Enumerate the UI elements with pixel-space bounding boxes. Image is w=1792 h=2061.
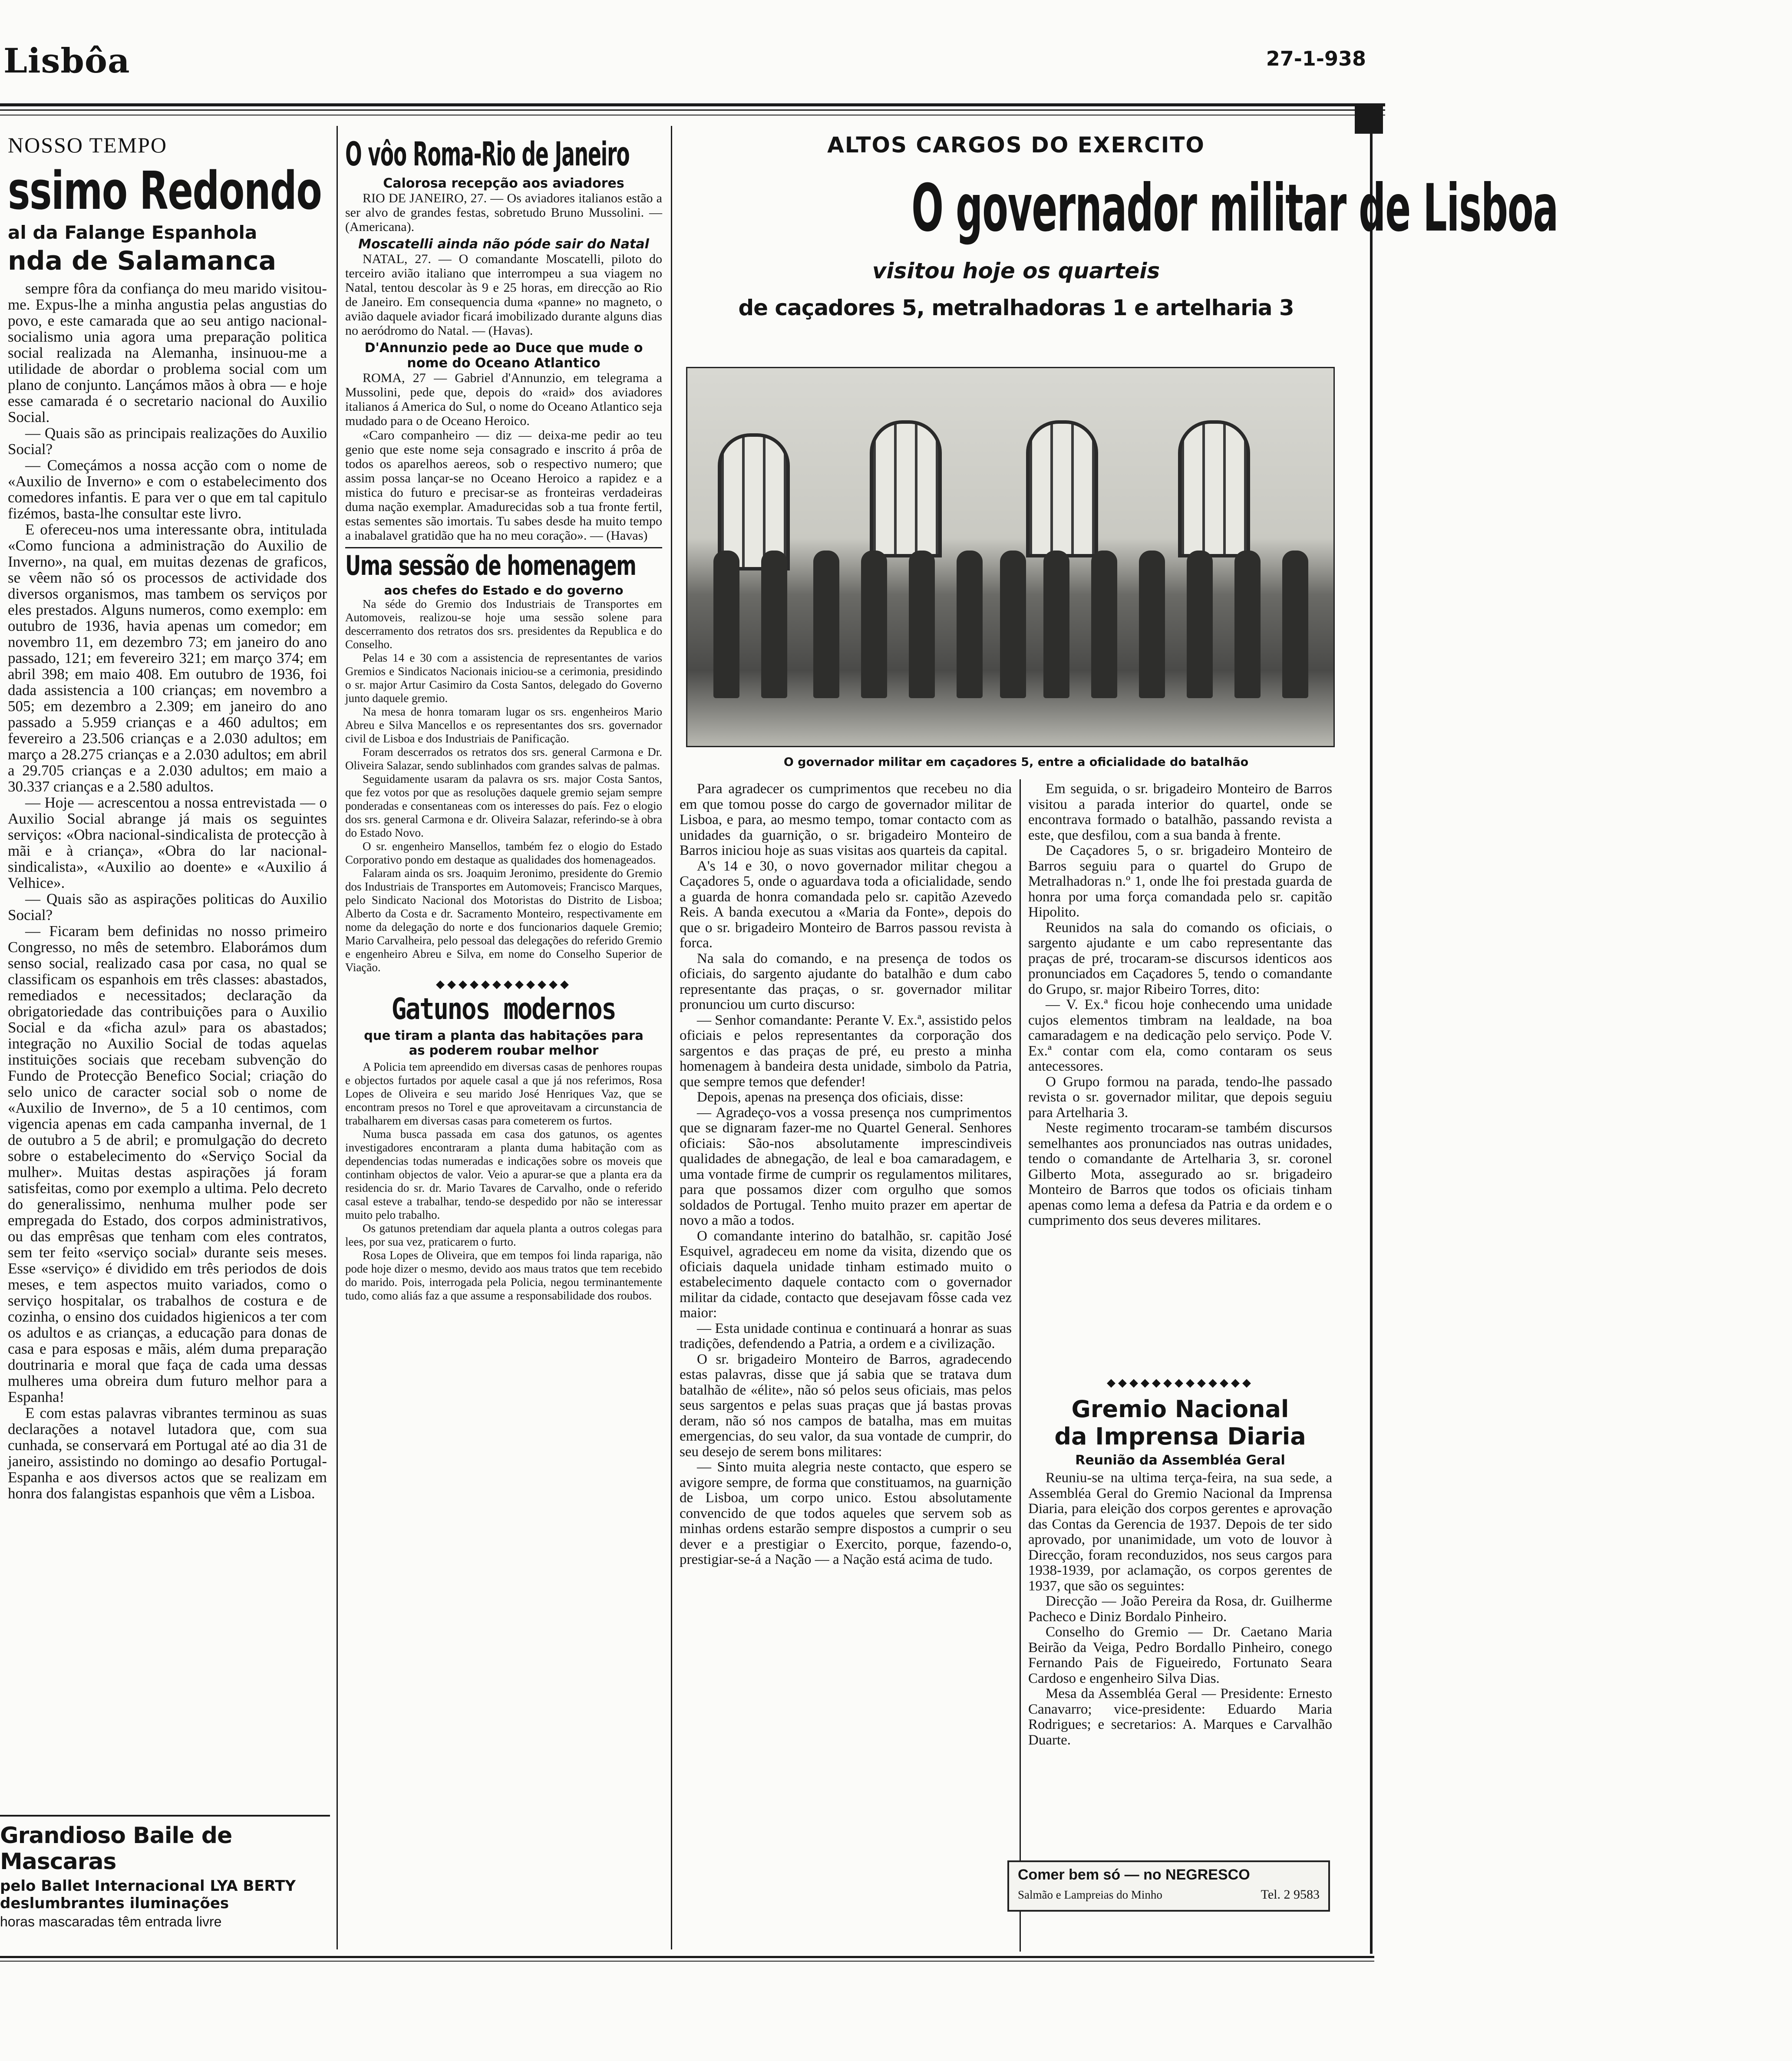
paragraph: A Policia tem apreendido em diversas casas de penhores roupas e objectos furtados por aquele casal a que já nos referimos, Rosa Lopes de Oliveira e seu marido José Henriques Vaz, que se encontram presos no Torel e que aproveitavam a circunstancia de trabalharem em diversas casas para cometerem os furtos. xyxy=(345,1060,662,1127)
column-divider-3 xyxy=(1020,779,1021,1952)
col1-ad xyxy=(0,1815,330,1945)
paragraph: Em seguida, o sr. brigadeiro Monteiro de Barros visitou a parada interior do quartel, onde se encontrava formado o batalhão, passando revista a este, que desfilou, com a sua banda à frente. xyxy=(1028,781,1332,843)
paragraph: Reunidos na sala do comando os oficiais, o sargento ajudante e um cabo representante das praças de pré, trocaram-se discursos identicos aos pronunciados em Caçadores 5, tendo o comandante do Grupo, sr. major Ribeiro Torres, dito: xyxy=(1028,920,1332,997)
officer-figure xyxy=(1234,551,1261,698)
gremio-article xyxy=(1028,1376,1332,1854)
gremio-subtitle: Reunião da Assembléa Geral xyxy=(1075,1453,1285,1468)
officer-figure xyxy=(1000,551,1026,698)
officer-figure xyxy=(813,551,839,698)
main-subhead-2: de caçadores 5, metralhadoras 1 e artelharia 3 xyxy=(738,295,1294,320)
main-column-a xyxy=(680,782,1012,1954)
masthead-title: Lisbôa xyxy=(3,41,130,81)
paragraph: Seguidamente usaram da palavra os srs. major Costa Santos, que fez votos por que as resoluções daquele gremio sejam sempre ponderadas e consentaneas com os interesses do país. Fez o elogio dos srs. general Carmona e dr. Oliveira Salazar, referindo-se à obra do Estado Novo. xyxy=(345,772,662,839)
paragraph: Para agradecer os cumprimentos que recebeu no dia em que tomou posse do cargo de governador militar de Lisboa, e para, ao mesmo tempo, tomar contacto com as unidades da guarnição, o sr. brigadeiro Monteiro de Barros iniciou hoje as suas visitas aos quarteis da capital. xyxy=(680,781,1012,858)
officer-figure xyxy=(909,551,935,698)
paragraph: O sr. engenheiro Mansellos, também fez o elogio do Estado Corporativo pondo em destaque as qualidades dos homenageados. xyxy=(345,840,662,866)
officer-figure xyxy=(761,551,787,698)
paragraph: Foram descerrados os retratos dos srs. general Carmona e Dr. Oliveira Salazar, sendo sublinhados com grandes salvas de palmas. xyxy=(345,745,662,772)
window-4 xyxy=(1178,420,1250,557)
negresco-ad xyxy=(1007,1860,1330,1912)
officer-figure xyxy=(957,551,983,698)
col2-para-1 xyxy=(345,191,662,234)
paragraph: — Quais são as principais realizações do Auxilio Social? xyxy=(8,425,327,458)
column-2 xyxy=(345,132,662,1952)
col1-kicker: NOSSO TEMPO xyxy=(8,133,167,157)
separator-dots: ◆◆◆◆◆◆◆◆◆◆◆◆◆ xyxy=(1107,1376,1254,1389)
paragraph: «Caro companheiro — diz — deixa-me pedir ao teu genio que este nome seja consagrado e inscrito á prôa de todos os aparelhos aereos, sob o respectivo numero; que assim possa lançar-se no Oceano Heroico a rapidez e a mistica do futuro e precisar-se as fronteiras verdadeiras duma nação exemplar. Amadurecidas sob a tua fronte fertil, estas sementes são imortais. Tu sabes desde ha muito tempo a inabalavel gratidão que ha no meu coração». — (Havas) xyxy=(345,428,662,543)
column-divider-1 xyxy=(337,126,338,1949)
right-edge-line xyxy=(1370,130,1373,1954)
window-3 xyxy=(1026,420,1098,557)
officer-figure xyxy=(713,551,739,698)
window-1 xyxy=(718,433,790,570)
col2-sub-3: D'Annunzio pede ao Duce que mude o nome do Oceano Atlantico xyxy=(364,340,643,371)
officer-figure xyxy=(1282,551,1308,698)
photo-caption: O governador militar em caçadores 5, entre a oficialidade do batalhão xyxy=(783,755,1249,769)
paragraph: — Quais são as aspirações politicas do Auxilio Social? xyxy=(8,890,327,923)
paragraph: O Grupo formou na parada, tendo-lhe passado revista o sr. governador militar, que depois seguiu para Artelharia 3. xyxy=(1028,1074,1332,1121)
officer-figure xyxy=(1187,551,1213,698)
paragraph: Conselho do Gremio — Dr. Caetano Maria Beirão da Veiga, Pedro Bordallo Pinheiro, conego Fernando Pais de Figueiredo, Fortunato Seara Cardoso e engenheiro Silva Dias. xyxy=(1028,1624,1332,1686)
main-headline-wrap xyxy=(677,171,1558,246)
gatunos-title-wrap xyxy=(345,991,662,1028)
paragraph: — Agradeço-vos a vossa presença nos cumprimentos que se dignaram fazer-me no Quartel General. Senhores oficiais: São-nos absolutamente imprescindiveis qualidades de abnegação, de leal e boa camaradagem, e uma vontade firme de cumprir os regulamentos militares, para que possamos dizer com orgulho que somos soldados de Portugal. Tenho muito prazer em apertar de novo a mão a todos. xyxy=(680,1105,1012,1228)
paragraph: NATAL, 27. — O comandante Moscatelli, piloto do terceiro avião italiano que interrompeu a sua viagem no Natal, tentou descolar às 9 e 25 horas, em direcção ao Rio de Janeiro. Em consequencia duma «panne» no magneto, o avião daquele aviador ficará imobilizado durante alguns dias no aeródromo do Natal. — (Havas). xyxy=(345,252,662,338)
negresco-ad-line-1: Comer bem só — no NEGRESCO xyxy=(1018,1866,1250,1883)
col1-subline: al da Falange Espanhola xyxy=(8,222,257,243)
paragraph: — Hoje — acrescentou a nossa entrevistada — o Auxilio Social abrange já mais os seguintes serviços: «Obra nacional-sindicalista de protecção à mãi e à criança», «Obra do lar nacional-sindicalista», «Auxilio ao doente» e «Auxilio á Velhice». xyxy=(8,794,327,891)
paragraph: A's 14 e 30, o novo governador militar chegou a Caçadores 5, onde o aguardava toda a oficialidade, sendo a guarda de honra comandada pelo sr. capitão Azevedo Reis. A banda executou a «Maria da Fonte», depois do que o sr. brigadeiro Monteiro de Barros passou revista à forca. xyxy=(680,858,1012,951)
gremio-body xyxy=(1028,1471,1332,1748)
paragraph: — V. Ex.ª ficou hoje conhecendo uma unidade cujos elementos timbram na lealdade, na boa camaradagem e na dedicação pelo serviço. Pode V. Ex.ª contar com ela, como contaram os seus antecessores. xyxy=(1028,997,1332,1074)
paragraph: Depois, apenas na presença dos oficiais, disse: xyxy=(697,1089,964,1105)
paragraph: Na mesa de honra tomaram lugar os srs. engenheiros Mario Abreu e Silva Mancellos e os representantes dos srs. governador civil de Lisboa e dos Industriais de Panificação. xyxy=(345,705,662,745)
col1-subline-2: nda de Salamanca xyxy=(8,246,277,276)
paragraph: De Caçadores 5, o sr. brigadeiro Monteiro de Barros seguiu para o quartel do Grupo de Metralhadoras n.º 1, onde lhe foi prestada guarda de honra por uma força comandada pelo sr. capitão Hipolito. xyxy=(1028,843,1332,920)
main-kicker: ALTOS CARGOS DO EXERCITO xyxy=(827,132,1205,158)
paragraph: — Ficaram bem definidas no nosso primeiro Congresso, no mês de setembro. Elaborámos dum senso social, realizado casa por casa, no qual se classificam os espanhois em três classes: abastados, remediados e necessitados; declaração da obrigatoriedade das contribuições para o Auxilio Social e da «ficha azul» para os abastados; integração no Auxilio Social de todas aquelas instituições sociais que recebam subvenção do Fundo de Protecção Benefico Social; criação do selo unico de caracter social sob o nome de «Auxilio de Inverno», de 5 a 10 centimos, com vigencia apenas em cada campanha invernal, de 1 de outubro a 5 de abril; e promulgação do decreto sobre o estabelecimento do «Serviço Social da mulher». Muitas destas aspirações já foram satisfeitas, como por exemplo a ultima. Pelo decreto do generalissimo, nenhuma mulher pode ser empregada do Estado, dos corpos administrativos, ou das emprêsas que tenham com eles contratos, sem ter feito «serviço social» durante seis meses. Esse «serviço» é dividido em três periodos de dois meses, e tem aspectos muito variados, como o serviço hospitalar, os trabalhos de costura e de cozinha, o ensino dos cuidados higienicos a ter com os adultos e as crianças, a educação para donas de casa e para esposas e mãis, além duma preparação doutrinaria e moral que faça de cada uma dessas mulheres uma obreira dum futuro melhor para a Espanha! xyxy=(8,923,327,1405)
gremio-title-1: Gremio Nacional xyxy=(1071,1395,1289,1423)
top-rule xyxy=(0,103,1385,106)
bottom-rule xyxy=(0,1956,1374,1958)
paragraph: Reuniu-se na ultima terça-feira, na sua sede, a Assembléa Geral do Gremio Nacional da Imprensa Diaria, para eleição dos corpos gerentes e aprovação das Contas da Gerencia de 1937. Depois de ter sido aprovado, por unanimidade, um voto de louvor à Direcção, foram reconduzidos, nos seus cargos para 1938-1939, por aclamação, os corpos gerentes de 1937, que são os seguintes: xyxy=(1028,1470,1332,1594)
negresco-ad-line-2: Salmão e Lampreias do Minho xyxy=(1018,1888,1162,1901)
col2-para-3 xyxy=(345,371,662,543)
paragraph: Mesa da Assembléa Geral — Presidente: Ernesto Canavarro; vice-presidente: Eduardo Maria Rodrigues; e secretarios: A. Marques e Carvalhão Duarte. xyxy=(1028,1686,1332,1748)
paragraph: E com estas palavras vibrantes terminou as suas declarações a notavel lutadora que, com sua cunhada, se conservará em Portugal até ao dia 31 de janeiro, assistindo no domingo ao desafio Portugal-Espanha e aos diversos actos que se realizam em honra dos falangistas espanhois que vêm a Lisboa. xyxy=(8,1405,327,1502)
gremio-title-2: da Imprensa Diaria xyxy=(1054,1423,1306,1450)
paragraph: sempre fôra da confiança do meu marido visitou-me. Expus-lhe a minha angustia pelas angustias do povo, e este camarada que ao seu antigo nacional-socialismo unia agora uma preparação politica social realizada na Alemanha, insinuou-me a utilidade de abordar o problema social com um plano de conjunto. Lançámos mãos à obra — e hoje esse camarada é o secretario nacional do Auxilio Social. xyxy=(8,280,327,425)
paragraph: Na séde do Gremio dos Industriais de Transportes em Automoveis, realizou-se hoje uma sessão solene para descerramento dos retratos dos srs. presidentes da Republica e do Conselho. xyxy=(345,597,662,651)
negresco-ad-phone: Tel. 2 9583 xyxy=(1261,1887,1320,1902)
paragraph: Falaram ainda os srs. Joaquim Jeronimo, presidente do Gremio dos Industriais de Transportes em Automoveis; Francisco Marques, pelo Sindicato Nacional dos Motoristas do Distrito de Lisboa; Alberto da Costa e dr. Sacramento Monteiro, respectivamente em nome da delegação do norte e dos funcionarios daquele Gremio; Mario Carvalheira, pelo pessoal das delegações do referido Gremio e engenheiro Abreu e Silva, em nome do Conselho Superior de Viação. xyxy=(345,867,662,974)
right-bar xyxy=(1355,103,1383,134)
paragraph: Numa busca passada em casa dos gatunos, os agentes investigadores encontraram a planta duma habitação com as dependencias todas numeradas e indicações sobre os moveis que continham objectos de valor. Veio a apurar-se que a planta era da residencia do sr. dr. Mario Tavares de Carvalho, onde o referido casal esteve a trabalhar, tendo-se despedido por não se interessar muito pelo trabalho. xyxy=(345,1128,662,1221)
paragraph: E ofereceu-nos uma interessante obra, intitulada «Como funciona a administração do Auxilio de Inverno», na qual, em muitas dezenas de graficos, se vêem não só os processos de actividade dos diversos organismos, mas tambem os serviços por eles prestados. Alguns numeros, como exemplo: em outubro de 1936, havia apenas um comedor; em novembro 11, em dezembro 73; em janeiro do ano passado, 121; em fevereiro 321; em março 374; em abril 398; em maio 408. Em outubro de 1936, foi dada assistencia a 100 crianças; em novembro a 505; em dezembro a 2.309; em janeiro do ano passado a 5.959 crianças e a 460 adultos; em fevereiro a 23.506 crianças e a 2.030 adultos; em março a 28.275 crianças e a 2.030 adultos; em abril a 29.705 crianças e a 2.030 adultos; em maio a 30.337 crianças e a 2.580 adultos. xyxy=(8,521,327,795)
paragraph: — Senhor comandante: Perante V. Ex.ª, assistido pelos oficiais e pelos representantes da corporação dos sargentos e das praças de pré, eu presto a minha homenagem à bandeira desta unidade, simbolo da Patria, que sempre temos que defender! xyxy=(680,1012,1012,1090)
window-2 xyxy=(870,420,942,557)
paragraph: — Esta unidade continua e continuará a honrar as suas tradições, defendendo a Patria, a ordem e a civilização. xyxy=(680,1320,1012,1352)
col1-headline: ssimo Redondo xyxy=(8,161,322,221)
homenagem-title: Uma sessão de homenagem xyxy=(345,550,636,581)
paragraph: Pelas 14 e 30 com a assistencia de representantes de varios Gremios e Sindicatos Nacionais iniciou-se a cerimonia, presidindo o sr. major Artur Casimiro da Costa Santos, delegado do Governo junto daquele gremio. xyxy=(345,651,662,705)
paragraph: Direcção — João Pereira da Rosa, dr. Guilherme Pacheco e Diniz Bordalo Pinheiro. xyxy=(1028,1593,1332,1625)
col2-sub-2: Moscatelli ainda não póde sair do Natal xyxy=(358,237,649,252)
paragraph: O comandante interino do batalhão, sr. capitão José Esquivel, agradeceu em nome da visita, dizendo que os oficiais daquela unidade tinham estimado muito o estabelecimento daquele contacto com o governador militar da cidade, contacto que desejavam fôsse cada vez maior: xyxy=(680,1228,1012,1321)
gatunos-body xyxy=(345,1060,662,1303)
col1-article-body xyxy=(8,280,327,1501)
col1-ad-line-3: horas mascaradas têm entrada livre xyxy=(0,1914,222,1929)
officer-figure xyxy=(1043,551,1069,698)
homenagem-subtitle: aos chefes do Estado e do governo xyxy=(384,583,624,597)
paragraph: Na sala do comando, e na presença de todos os oficiais, do sargento ajudante do batalhão e dum cabo representante das praças, o sr. governador militar pronunciou um curto discurso: xyxy=(680,950,1012,1012)
paragraph: Os gatunos pretendiam dar aquela planta a outros colegas para lees, por sua vez, praticarem o furto. xyxy=(345,1222,662,1248)
gatunos-subtitle: que tiram a planta das habitações para as poderem roubar melhor xyxy=(364,1028,644,1058)
paragraph: — Sinto muita alegria neste contacto, que espero se avigore sempre, de forma que constituamos, na guarnição de Lisboa, um corpo unico. Estou absolutamente convencido de que todos aqueles que servem sob as minhas ordens estarão sempre dispostos a cumprir o seu dever e a prestigiar o Exercito, porque, fazendo-o, prestigiar-se-á a Nação — a Nação está acima de tudo. xyxy=(680,1459,1012,1567)
officer-figure xyxy=(1091,551,1117,698)
col1-ad-rule xyxy=(0,1815,330,1817)
col1-ad-title: Grandioso Baile de Mascaras xyxy=(0,1823,232,1875)
col2-headline: O vôo Roma-Rio de Janeiro xyxy=(345,135,630,173)
col2-para-2 xyxy=(345,252,662,338)
paragraph: ROMA, 27 — Gabriel d'Annunzio, em telegrama a Mussolini, pede que, depois do «raid» dos aviadores italianos á America do Sul, o nome do Oceano Atlantico seja mudado para o de Oceano Heroico. xyxy=(345,371,662,428)
paragraph: Neste regimento trocaram-se também discursos semelhantes aos pronunciados nas outras unidades, tendo o comandante de Artelharia 3, sr. coronel Gilberto Mota, assegurado ao sr. brigadeiro Monteiro de Barros que todos os oficiais tinham apenas como lema a defesa da Patria e da ordem e o cumprimento dos seus deveres militares. xyxy=(1028,1120,1332,1228)
paragraph: — Começámos a nossa acção com o nome de «Auxilio de Inverno» e com o estabelecimento dos comedores infantis. E para ver o que em tal capitulo fizémos, basta-lhe consultar este livro. xyxy=(8,457,327,522)
officer-figure xyxy=(861,551,887,698)
paragraph: O sr. brigadeiro Monteiro de Barros, agradecendo estas palavras, disse que já sabia que se tratava dum batalhão de «élite», não só pelos seus oficiais, mas pelos seus sargentos e pelas suas praças que já bastas provas deram, não só nos campos de batalha, mas em muitas emergencias, do seu valor, da sua vontade de cumprir, do seu desejo de serem bons militares: xyxy=(680,1351,1012,1460)
officers-photo xyxy=(686,367,1335,747)
main-headline: O governador militar de Lisboa xyxy=(911,171,1558,246)
column-divider-2 xyxy=(671,126,672,1949)
column-1 xyxy=(8,132,327,1952)
col2-sub-1: Calorosa recepção aos aviadores xyxy=(383,176,624,191)
separator-dots: ◆◆◆◆◆◆◆◆◆◆◆◆ xyxy=(436,978,571,991)
main-column-b xyxy=(1028,781,1332,1228)
paragraph: Rosa Lopes de Oliveira, que em tempos foi linda rapariga, não pode hoje dizer o mesmo, devido aos maus tratos que tem recebido do marido. Pois, interrogada pela Policia, negou terminantemente tudo, como aliás faz a que assume a responsabilidade dos roubos. xyxy=(345,1249,662,1302)
col1-ad-line-2: deslumbrantes iluminações xyxy=(0,1895,229,1912)
paragraph: RIO DE JANEIRO, 27. — Os aviadores italianos estão a ser alvo de grandes festas, sobretudo Bruno Mussolini. — (Americana). xyxy=(345,191,662,234)
bottom-rule-thin xyxy=(0,1961,1374,1962)
main-subhead-1: visitou hoje os quarteis xyxy=(872,258,1160,284)
gatunos-title: Gatunos modernos xyxy=(392,992,616,1026)
top-rule-thin xyxy=(0,109,1385,111)
col1-ad-line-1: pelo Ballet Internacional LYA BERTY xyxy=(0,1877,296,1895)
officer-figure xyxy=(1139,551,1165,698)
masthead-date: 27-1-938 xyxy=(1266,47,1366,70)
homenagem-body xyxy=(345,597,662,974)
